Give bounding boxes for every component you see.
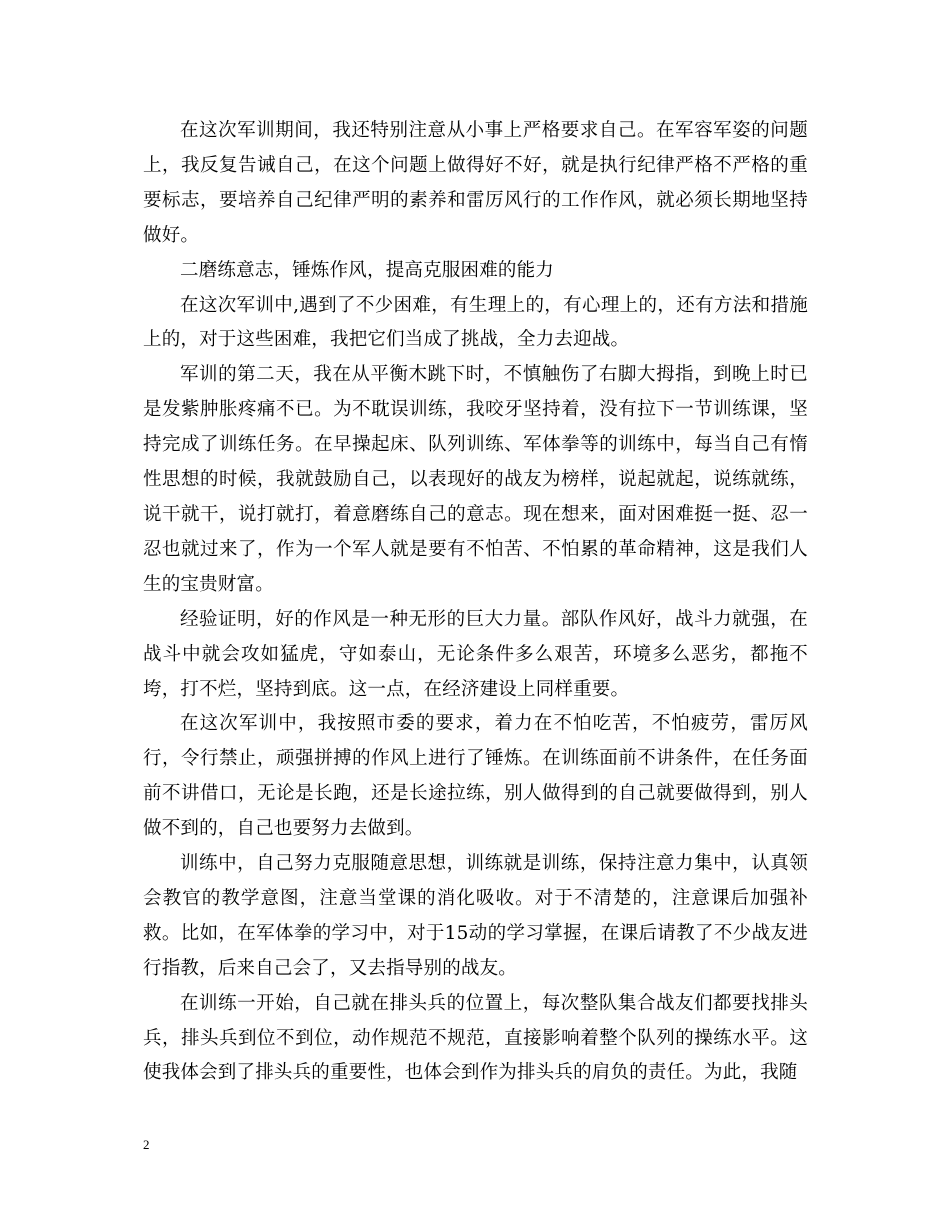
section-heading: 二磨练意志，锤炼作风，提高克服困难的能力 <box>180 259 555 281</box>
paragraph-challenges: 在这次军训中,遇到了不少困难，有生理上的，有心理上的，还有方法和措施上的，对于这些困难，我把它们当成了挑战，全力去迎战。 <box>143 294 808 351</box>
paragraph-squad-leader: 在训练一开始，自己就在排头兵的位置上，每次整队集合战友们都要找排头兵，排头兵到位不到位，动作规范不规范，直接影响着整个队列的操练水平。这使我体会到了排头兵的重要性，也体会到作为排头兵的肩负的责任。为此，我随 <box>143 992 808 1084</box>
document-body <box>143 114 808 1091</box>
paragraph-work-style: 经验证明，好的作风是一种无形的巨大力量。部队作风好，战斗力就强，在战斗中就会攻如猛虎，守如泰山，无论条件多么艰苦，环境多么恶劣，都拖不垮，打不烂，坚持到底。这一点，在经济建设上同样重要。 <box>143 608 808 700</box>
paragraph-training-focus: 训练中，自己努力克服随意思想，训练就是训练，保持注意力集中，认真领会教官的教学意图，注意当堂课的消化吸收。对于不清楚的，注意课后加强补救。比如，在军体拳的学习中，对于15动的学习掌握，在课后请教了不少战友进行指教，后来自己会了，又去指导别的战友。 <box>143 853 808 979</box>
paragraph-injury: 军训的第二天，我在从平衡木跳下时，不慎触伤了右脚大拇指，到晚上时已是发紫肿胀疼痛不已。为不耽误训练，我咬牙坚持着，没有拉下一节训练课，坚持完成了训练任务。在早操起床、队列训练、军体拳等的训练中，每当自己有惰性思想的时候，我就鼓励自己，以表现好的战友为榜样，说起就起，说练就练，说干就干，说打就打，着意磨练自己的意志。现在想来，面对困难挺一挺、忍一忍也就过来了，作为一个军人就是要有不怕苦、不怕累的革命精神，这是我们人生的宝贵财富。 <box>143 364 808 595</box>
paragraph-requirements: 在这次军训中，我按照市委的要求，着力在不怕吃苦，不怕疲劳，雷厉风行，令行禁止，顽强拼搏的作风上进行了锤炼。在训练面前不讲条件，在任务面前不讲借口，无论是长跑，还是长途拉练，别人做得到的自己就要做得到，别人做不到的，自己也要努力去做到。 <box>143 713 808 840</box>
page-number: 2 <box>143 1137 150 1152</box>
paragraph-discipline: 在这次军训期间，我还特别注意从小事上严格要求自己。在军容军姿的问题上，我反复告诫自己，在这个问题上做得好不好，就是执行纪律严格不严格的重要标志，要培养自己纪律严明的素养和雷厉风行的工作作风，就必须长期地坚持做好。 <box>143 120 808 246</box>
